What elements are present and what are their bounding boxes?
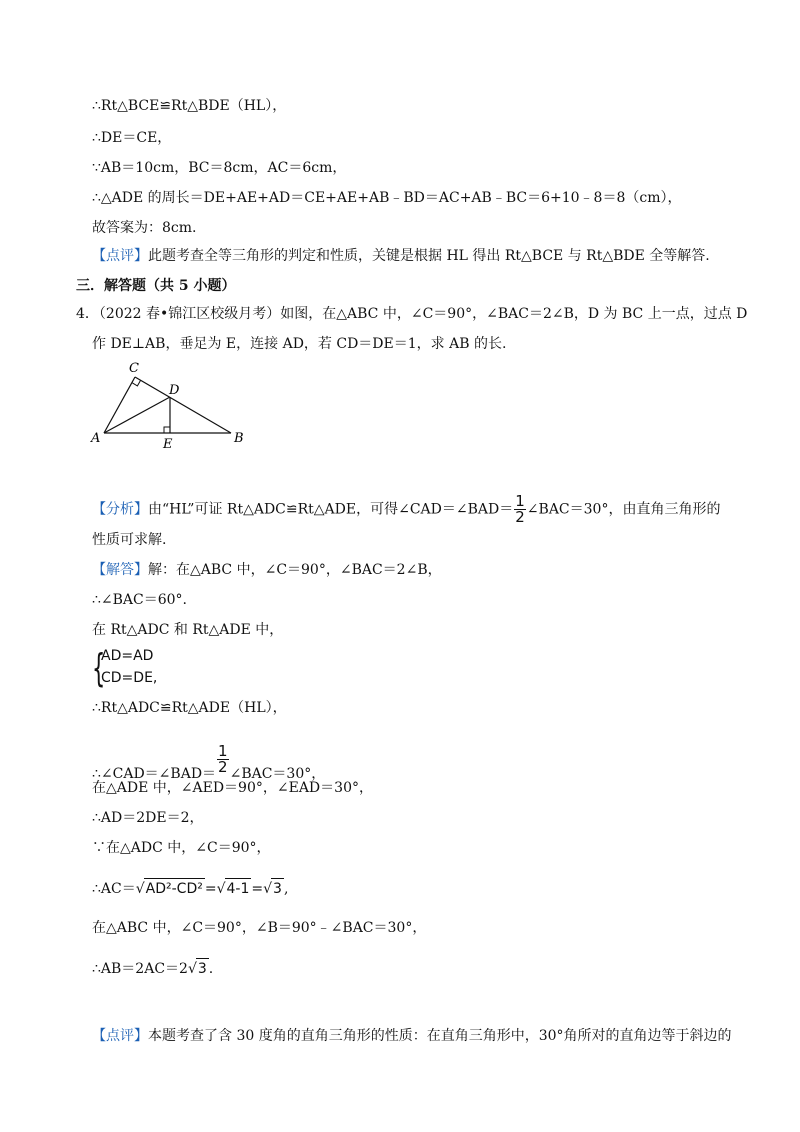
solution-text-5-post: ∠BAC＝30°， [229, 766, 326, 782]
sqrt-radicand-1: AD²-CD² [144, 878, 205, 899]
sqrt-sign-3: √ [263, 881, 273, 897]
solution-line-10: 在△ABC 中，∠C＝90°，∠B＝90°﹣∠BAC＝30°， [92, 920, 427, 936]
solution-line-4: ∴Rt△ADC≌Rt△ADE（HL）， [92, 700, 287, 716]
problem-text-1: （2022 春•锦江区校级月考）如图，在△ABC 中，∠C＝90°，∠BAC＝2∠B，D 为 BC 上一点，过点 D [98, 306, 748, 322]
solution-line-7: ∴AD＝2DE＝2， [92, 810, 204, 826]
sqrt-sign-1: √ [135, 881, 145, 897]
equals-1: = [204, 881, 217, 897]
solution-line-1 [92, 560, 442, 580]
label-e: E [163, 437, 173, 452]
solution-line-11 [92, 958, 213, 979]
section-title: 三．解答题（共 5 小题） [76, 278, 236, 294]
segment-cb [135, 377, 231, 433]
problem-number: 4． [76, 306, 99, 322]
fraction-denominator: 2 [515, 508, 525, 526]
solution-line-9 [92, 878, 288, 899]
sqrt-radicand-2: 4-1 [225, 878, 252, 899]
comment2-paragraph [92, 1026, 732, 1046]
comment-tag: 【点评】 [92, 248, 148, 264]
system-row-1: AD=AD [101, 648, 154, 664]
label-a: A [91, 431, 101, 446]
solution-text-9-pre: ∴AC＝ [92, 881, 136, 897]
label-c: C [129, 361, 139, 376]
sqrt-sign-4: √ [187, 961, 197, 977]
right-angle-mark-e [164, 427, 170, 433]
solution-tag: 【解答】 [92, 562, 148, 578]
system-row-2: CD=DE, [101, 670, 158, 686]
comment-text: 此题考查全等三角形的判定和性质，关键是根据 HL 得出 Rt△BCE 与 Rt△BDE 全等解答. [148, 248, 710, 264]
solution-text-1: 解：在△ABC 中，∠C＝90°，∠BAC＝2∠B， [148, 562, 442, 578]
period-11: . [208, 961, 214, 977]
fraction-numerator: 1 [515, 492, 525, 510]
analysis-line-2: 性质可求解. [92, 532, 167, 548]
label-d: D [169, 383, 180, 398]
analysis-text-pre: 由“HL”可证 Rt△ADC≌Rt△ADE，可得∠CAD＝∠BAD＝ [148, 501, 514, 518]
solution-text-11-pre: ∴AB＝2AC＝2 [92, 961, 188, 977]
triangle-figure [86, 358, 256, 454]
solution-line-8: ∵在△ADC 中，∠C＝90°， [92, 840, 271, 856]
equals-2: = [251, 881, 264, 897]
line-given-lengths: ∵AB＝10cm，BC＝8cm，AC＝6cm， [92, 160, 347, 176]
line-congruence-bce: ∴Rt△BCE≌Rt△BDE（HL）， [92, 98, 287, 114]
comment-paragraph [92, 246, 710, 266]
comment2-tag: 【点评】 [92, 1028, 148, 1044]
fraction-denominator-2: 2 [218, 758, 228, 776]
analysis-tag: 【分析】 [92, 501, 148, 518]
fraction-half-2 [217, 744, 229, 775]
solution-line-2: ∴∠BAC＝60°. [92, 592, 188, 608]
line-answer: 故答案为：8cm. [92, 220, 197, 236]
problem-line-2: 作 DE⊥AB，垂足为 E，连接 AD，若 CD＝DE＝1，求 AB 的长. [92, 336, 507, 352]
system-brace: { [92, 646, 106, 690]
problem-line-1 [76, 304, 747, 324]
analysis-text-post: ∠BAC＝30°，由直角三角形的 [526, 501, 721, 518]
line-perimeter: ∴△ADE 的周长＝DE+AE+AD＝CE+AE+AB﹣BD＝AC+AB﹣BC＝6+10﹣8＝8（cm）， [92, 190, 682, 206]
line-de-eq-ce: ∴DE＝CE， [92, 130, 172, 146]
sqrt-sign-2: √ [216, 881, 226, 897]
comment2-text: 本题考查了含 30 度角的直角三角形的性质：在直角三角形中，30°角所对的直角边等于斜边的 [148, 1028, 732, 1044]
fraction-numerator-2: 1 [218, 742, 228, 760]
comma-9: , [283, 881, 289, 897]
analysis-paragraph [92, 494, 720, 525]
solution-text-5-pre: ∴∠CAD＝∠BAD＝ [92, 766, 217, 782]
sqrt-radicand-4: 3 [196, 958, 209, 979]
fraction-half [514, 494, 526, 525]
solution-line-6: 在△ADE 中，∠AED＝90°，∠EAD＝30°， [92, 780, 373, 796]
sqrt-radicand-3: 3 [271, 878, 284, 899]
label-b: B [234, 431, 244, 446]
solution-line-3: 在 Rt△ADC 和 Rt△ADE 中， [92, 622, 284, 638]
